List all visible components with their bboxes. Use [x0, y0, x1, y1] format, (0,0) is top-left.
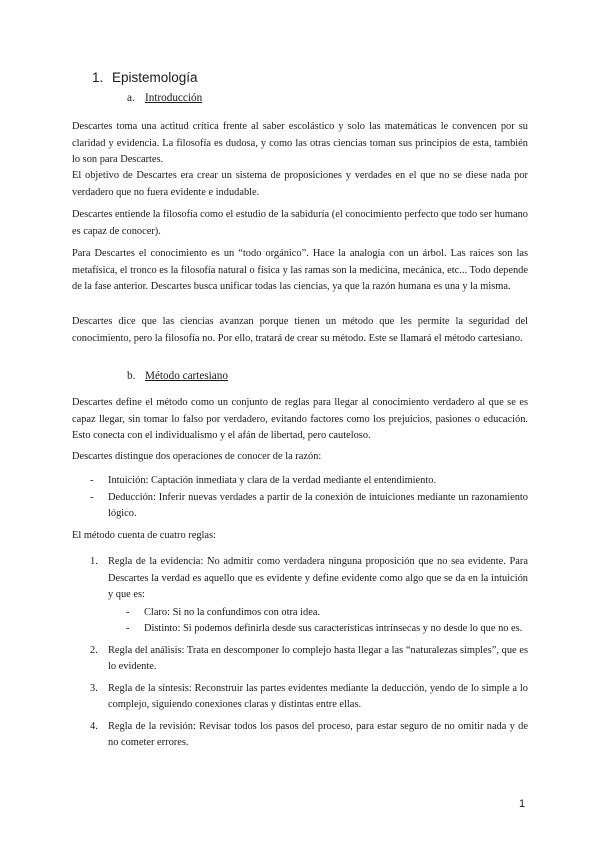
list-marker: 3. [90, 682, 98, 694]
list-marker: 2. [90, 644, 98, 656]
rules-list [90, 554, 528, 752]
list-item-text: Regla de la revisión: Revisar todos los pasos del proceso, para estar seguro de no omitir nada y de no cometer errores. [108, 720, 528, 748]
operations-list [90, 473, 528, 523]
paragraph: Descartes distingue dos operaciones de conocer de la razón: [72, 451, 322, 462]
paragraph: El método cuenta de cuatro reglas: [72, 530, 216, 541]
paragraph: Descartes entiende la filosofía como el estudio de la sabiduría (el conocimiento perfecto que todo ser humano es capaz de conocer). [72, 209, 528, 237]
heading-title: Epistemología [112, 70, 198, 85]
sub-list-item [108, 605, 528, 622]
list-item-text: Regla de la evidencia: No admitir como verdadera ninguna proposición que no sea evidente. Para Descartes la verdad es aquello que es evidente y define evidente como algo que se da en la intuición y que es: [108, 556, 528, 600]
subheading-letter: a. [127, 92, 135, 104]
list-item [90, 643, 528, 676]
list-item [90, 719, 528, 752]
list-item-text: Regla de la síntesis: Reconstruir las partes evidentes mediante la deducción, yendo de lo simple a lo complejo, siguiendo conexiones claras y distintas entre ellas. [108, 682, 528, 710]
sub-list-item [108, 621, 528, 638]
list-item-text: Claro: Si no la confundimos con otra idea. [144, 606, 321, 618]
list-marker: - [90, 475, 94, 486]
heading-epistemologia [92, 70, 198, 85]
heading-number: 1. [92, 70, 104, 85]
page-number: 1 [519, 798, 526, 810]
list-item [90, 554, 528, 638]
list-item [90, 490, 528, 523]
list-item [90, 681, 528, 714]
list-item-text: Distinto: Si podemos definirla desde sus características intrínsecas y no desde lo que no es. [144, 623, 523, 634]
list-marker: 1. [90, 556, 98, 567]
list-item-text: Deducción: Inferir nuevas verdades a partir de la conexión de intuiciones mediante un razonamiento lógico. [108, 491, 528, 519]
list-marker: - [90, 491, 94, 503]
list-item-text: Regla del análisis: Trata en descomponer lo complejo hasta llegar a las “naturalezas simples”, que es lo evidente. [108, 644, 528, 672]
subheading-title: Método cartesiano [145, 370, 228, 382]
paragraph: El objetivo de Descartes era crear un sistema de proposiciones y verdades en el que no se diese nada por verdadero que no fuera evidente e indudable. [72, 170, 528, 198]
paragraph: Descartes dice que las ciencias avanzan porque tienen un método que les permite la seguridad del conocimiento, pero la filosofía no. Por ello, tratará de crear su método. Este se llamará el método cartesiano. [72, 316, 528, 344]
subheading-letter: b. [127, 370, 136, 382]
paragraph: Descartes toma una actitud crítica frente al saber escolástico y solo las matemáticas le convencen por su claridad y evidencia. La filosofía es dudosa, y como las otras ciencias toman sus principios de esta, también lo son para Descartes. [72, 121, 528, 165]
paragraph: Descartes define el método como un conjunto de reglas para llegar al conocimiento verdadero al que se es capaz llegar, sin tomar lo falso por verdadero, evitando factores como los prejuicios, pasiones o educación. Esto conecta con el individualismo y el afán de libertad, pero cauteloso. [72, 397, 528, 441]
list-item-text: Intuición: Captación inmediata y clara de la verdad mediante el entendimiento. [108, 475, 437, 486]
paragraph: Para Descartes el conocimiento es un “todo orgánico”. Hace la analogía con un árbol. Las raíces son las metafísica, el tronco es la filosofía natural o física y las ramas son la medicina, mecánica, etc... Todo depende de la fase anterior. Descartes busca unificar todas las ciencias, ya que la razón humana es una y la misma. [72, 248, 528, 292]
subheading-title: Introducción [145, 92, 203, 104]
list-marker: - [126, 623, 130, 634]
list-marker: 4. [90, 720, 98, 732]
list-marker: - [126, 606, 130, 618]
sub-list [108, 605, 528, 638]
subheading-introduccion [127, 92, 202, 104]
list-item [90, 473, 528, 490]
subheading-metodo-cartesiano [127, 370, 228, 382]
